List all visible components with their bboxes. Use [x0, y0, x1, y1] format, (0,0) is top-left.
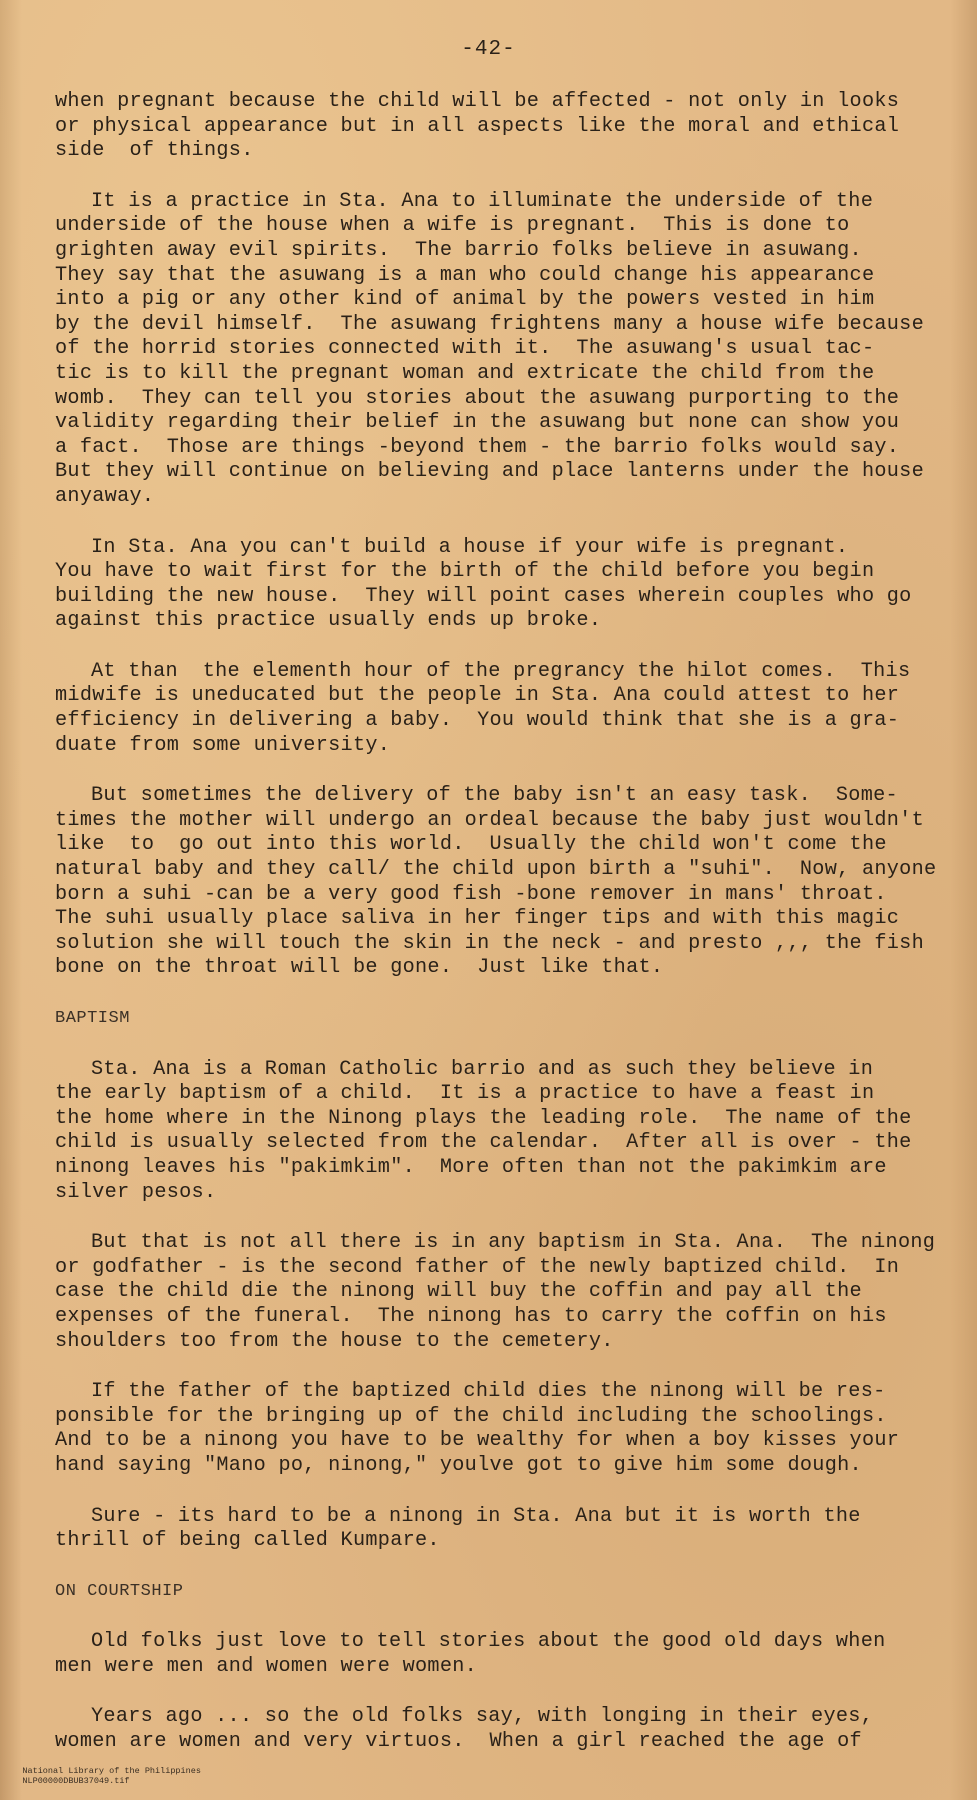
text-line: efficiency in delivering a baby. You would think that she is a gra- [55, 709, 900, 733]
text-line: bone on the throat will be gone. Just like that. [55, 956, 664, 980]
paragraph [55, 536, 935, 634]
text-line: or physical appearance but in all aspects like the moral and ethical [55, 114, 900, 138]
text-line: But that is not all there is in any baptism in Sta. Ana. The ninong [91, 1231, 936, 1255]
text-line: side of things. [55, 139, 254, 163]
text-line: underside of the house when a wife is pregnant. This is done to [55, 214, 850, 238]
courtship-section [55, 1630, 935, 1754]
text-line: You have to wait first for the birth of the child before you begin [55, 560, 875, 584]
paragraph [55, 1380, 935, 1478]
paragraph [55, 1231, 935, 1354]
text-line: the home where in the Ninong plays the leading role. The name of the [55, 1106, 912, 1130]
heading-courtship: ON COURTSHIP [55, 1581, 184, 1601]
text-line: anyaway. [55, 484, 155, 508]
baptism-section [55, 1058, 935, 1554]
footer-file: NLP00000DBUB37049.tif [22, 1776, 130, 1786]
footer-library: National Library of the Philippines [22, 1766, 201, 1776]
text-line: born a suhi -can be a very good fish -bone remover in mans' throat. [55, 882, 887, 906]
paragraph [55, 1630, 935, 1679]
paragraph [55, 784, 935, 981]
text-line: building the new house. They will point cases wherein couples who go [55, 584, 912, 608]
text-line: grighten away evil spirits. The barrio folks believe in asuwang. [55, 238, 862, 262]
text-line: Years ago ... so the old folks say, with longing in their eyes, [91, 1705, 874, 1729]
text-line: a fact. Those are things -beyond them - the barrio folks would say. [55, 435, 900, 459]
text-line: ponsible for the bringing up of the child including the schoolings. [55, 1404, 887, 1428]
paragraph [55, 1505, 935, 1554]
text-line: womb. They can tell you stories about the asuwang purporting to the [55, 386, 900, 410]
text-line: But sometimes the delivery of the baby isn't an easy task. Some- [91, 784, 898, 808]
paragraph [55, 90, 935, 164]
text-line: Sure - its hard to be a ninong in Sta. Ana but it is worth the [91, 1504, 861, 1528]
text-line: tic is to kill the pregnant woman and extricate the child from the [55, 361, 875, 385]
body-text [55, 90, 935, 1781]
text-line: Old folks just love to tell stories about the good old days when [91, 1630, 886, 1654]
text-line: If the father of the baptized child dies the ninong will be res- [91, 1380, 886, 1404]
scan-footer [2, 1756, 215, 1796]
text-line: when pregnant because the child will be affected - not only in looks [55, 90, 900, 113]
text-line: But they will continue on believing and place lanterns under the house [55, 460, 925, 484]
text-line: At than the elementh hour of the pregrancy the hilot comes. This [91, 659, 911, 683]
text-line: women are women and very virtuos. When a girl reached the age of [55, 1730, 862, 1754]
text-line: expenses of the funeral. The ninong has to carry the coffin on his [55, 1304, 887, 1328]
text-line: They say that the asuwang is a man who could change his appearance [55, 263, 875, 287]
text-line: men were men and women were women. [55, 1654, 478, 1678]
text-line: duate from some university. [55, 733, 391, 757]
text-line: like to go out into this world. Usually the child won't come the [55, 833, 887, 857]
text-line: shoulders too from the house to the cemetery. [55, 1329, 614, 1353]
text-line: ninong leaves his "pakimkim". More often than not the pakimkim are [55, 1155, 887, 1179]
text-line: thrill of being called Kumpare. [55, 1529, 440, 1553]
text-line: of the horrid stories connected with it. The asuwang's usual tac- [55, 337, 875, 361]
text-line: And to be a ninong you have to be wealthy for when a boy kisses your [55, 1429, 900, 1453]
text-line: The suhi usually place saliva in her finger tips and with this magic [55, 907, 900, 931]
text-line: midwife is uneducated but the people in Sta. Ana could attest to her [55, 684, 900, 708]
paragraph [55, 1705, 935, 1754]
text-line: against this practice usually ends up broke. [55, 609, 602, 633]
text-line: It is a practice in Sta. Ana to illuminate the underside of the [91, 189, 874, 213]
paragraph [55, 190, 935, 510]
text-line: hand saying "Mano po, ninong," youlve got to give him some dough. [55, 1453, 862, 1477]
text-line: natural baby and they call/ the child upon birth a "suhi". Now, anyone [55, 858, 937, 882]
text-line: the early baptism of a child. It is a practice to have a feast in [55, 1082, 875, 1106]
text-line: Sta. Ana is a Roman Catholic barrio and as such they believe in [91, 1057, 874, 1081]
page-number: -42- [461, 38, 516, 61]
paragraph [55, 660, 935, 758]
text-line: by the devil himself. The asuwang frightens many a house wife because [55, 312, 925, 336]
heading-baptism: BAPTISM [55, 1009, 130, 1028]
text-line: In Sta. Ana you can't build a house if your wife is pregnant. [91, 535, 849, 559]
text-line: silver pesos. [55, 1180, 217, 1204]
text-line: solution she will touch the skin in the neck - and presto ,,, the fish [55, 931, 925, 955]
text-line: or godfather - is the second father of the newly baptized child. In [55, 1255, 900, 1279]
intro-section [55, 90, 935, 981]
paragraph [55, 1058, 935, 1206]
text-line: into a pig or any other kind of animal by the powers vested in him [55, 288, 875, 312]
text-line: case the child die the ninong will buy the coffin and pay all the [55, 1280, 862, 1304]
text-line: validity regarding their belief in the asuwang but none can show you [55, 411, 900, 435]
text-line: child is usually selected from the calendar. After all is over - the [55, 1131, 912, 1155]
text-line: times the mother will undergo an ordeal because the baby just wouldn't [55, 808, 925, 832]
